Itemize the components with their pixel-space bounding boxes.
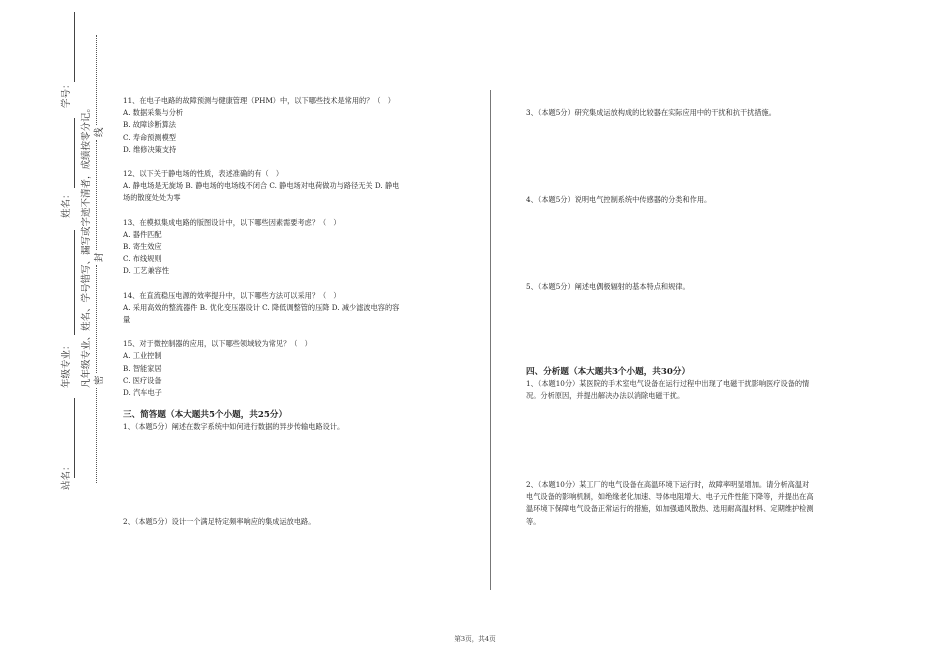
column-divider	[490, 90, 491, 590]
option: A. 静电场是无旋场 B. 静电场的电场线不闭合 C. 静电场对电荷做功与路径无关 D. 静电	[123, 181, 400, 191]
seal-dotted-line-mid2	[96, 265, 97, 373]
seal-marker-secret: 密	[94, 375, 105, 385]
question-stem: 12、以下关于静电场的性质，表述准确的有（ ）	[123, 169, 284, 179]
question-11	[123, 95, 473, 156]
section-3-title: 三、简答题（本大题共5个小题，共25分）	[123, 410, 288, 421]
grade-major-underline	[74, 230, 75, 335]
question-15	[123, 338, 473, 399]
option: D. 维修决策支持	[123, 144, 177, 154]
option: A. 工业控制	[123, 351, 162, 361]
section-4-block	[526, 366, 876, 403]
option: A. 数据采集与分析	[123, 108, 184, 118]
seal-dotted-line-mid1	[96, 140, 97, 250]
option: D. 汽车电子	[123, 388, 162, 398]
site-name-label: 站名：	[61, 461, 72, 490]
short-question-5-block	[526, 281, 876, 293]
seal-marker-seal: 封	[94, 252, 105, 262]
binding-rule-text: 凡年级专业、姓名、学号错写、漏写或字迹不清者，成绩按零分记。	[81, 102, 92, 388]
student-id-underline	[74, 12, 75, 82]
option: A. 器件匹配	[123, 229, 162, 239]
question-stem: 14、在直流稳压电源的效率提升中，以下哪些方法可以采用？（ ）	[123, 290, 341, 300]
short-question-2: 2、（本题5分）设计一个满足特定频率响应的集成运放电路。	[123, 517, 316, 526]
question-14	[123, 290, 473, 327]
analysis-question-2-block	[526, 479, 876, 528]
seal-dotted-line-bottom	[96, 388, 97, 483]
short-question-1: 1、（本题5分）阐述在数字系统中如何进行数据的异步传输电路设计。	[123, 422, 345, 432]
analysis-question-2-line: 电气设备的影响机制，如绝缘老化加速、导体电阻增大、电子元件性能下降等，并提出在高	[526, 492, 814, 502]
analysis-question-2-line: 2、（本题10分）某工厂的电气设备在高温环境下运行时，故障率明显增加。请分析高温对	[526, 480, 810, 489]
option: D. 工艺兼容性	[123, 266, 170, 276]
student-id-label: 学号：	[61, 79, 72, 108]
page-number-footer: 第3页，共4页	[454, 635, 496, 643]
question-12	[123, 168, 473, 205]
analysis-question-1-line: 1、（本题10分）某医院的手术室电气设备在运行过程中出现了电磁干扰影响医疗设备的情	[526, 379, 810, 389]
option: C. 医疗设备	[123, 375, 162, 385]
site-name-underline	[74, 398, 75, 478]
left-column-lower	[123, 516, 473, 528]
option: B. 故障诊断算法	[123, 120, 176, 130]
option: C. 布线规则	[123, 254, 162, 264]
option: B. 智能家居	[123, 363, 162, 373]
question-stem: 15、对于微控制器的应用，以下哪些领域较为常见？（ ）	[123, 339, 312, 349]
analysis-question-1-line: 况。分析原因，并提出解决办法以消除电磁干扰。	[526, 391, 685, 401]
option: B. 寄生效应	[123, 242, 162, 252]
short-question-5: 5、（本题5分）阐述电偶极辐射的基本特点和规律。	[526, 282, 690, 291]
short-question-4-block	[526, 194, 876, 206]
short-question-3-block	[526, 107, 876, 119]
option: C. 寿命预测模型	[123, 132, 176, 142]
option: 量	[123, 315, 131, 325]
section-4-title: 四、分析题（本大题共3个小题，共30分）	[526, 367, 691, 377]
option: 场的散度处处为零	[123, 193, 181, 203]
question-stem: 13、在模拟集成电路的版图设计中，以下哪些因素需要考虑？（ ）	[123, 217, 341, 227]
short-question-4: 4、（本题5分）说明电气控制系统中传感器的分类和作用。	[526, 195, 712, 204]
option: A. 采用高效的整流器件 B. 优化变压器设计 C. 降低调整管的压降 D. 减少滤波电容的容	[123, 302, 400, 312]
left-column	[123, 95, 473, 434]
seal-dotted-line-top	[96, 35, 97, 125]
question-13	[123, 217, 473, 278]
name-label: 姓名：	[61, 189, 72, 218]
short-question-3: 3、（本题5分）研究集成运放构成的比较器在实际应用中的干扰和抗干扰措施。	[526, 108, 776, 117]
grade-major-label: 年级专业：	[61, 340, 72, 388]
seal-marker-line: 线	[94, 127, 105, 137]
analysis-question-2-line: 等。	[526, 516, 541, 526]
question-stem: 11、在电子电路的故障预测与健康管理（PHM）中，以下哪些技术是常用的？（ ）	[123, 96, 395, 105]
analysis-question-2-line: 温环境下保障电气设备正常运行的措施，如加强通风散热、选用耐高温材料、定期维护检测	[526, 504, 814, 514]
name-underline	[74, 118, 75, 188]
